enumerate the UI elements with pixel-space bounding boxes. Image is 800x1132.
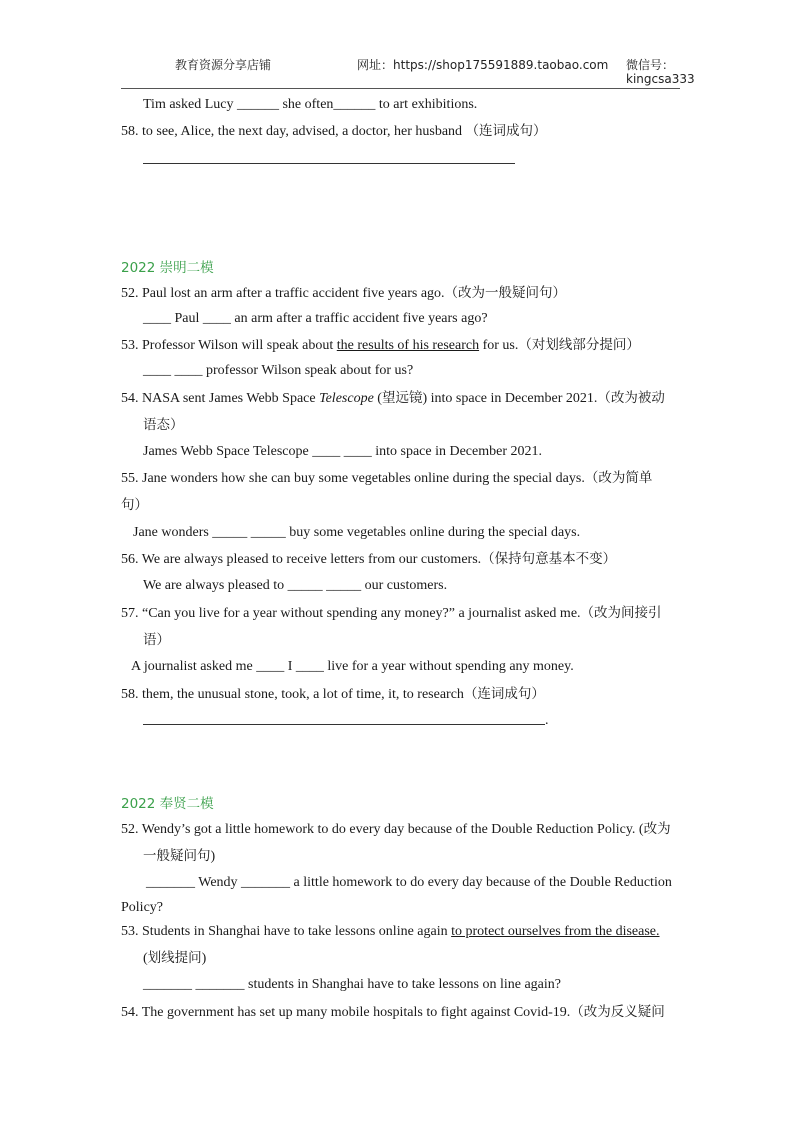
question-text: 54. NASA sent James Webb Space <box>121 391 320 406</box>
question-55 <box>121 468 652 489</box>
question-53 <box>121 922 660 942</box>
question-text: 52. Wendy’s got a little homework to do every day because of the Double Reduction Policy. ( <box>121 822 644 837</box>
question-57 <box>121 603 662 624</box>
instruction: （连词成句） <box>463 686 545 702</box>
question-text: for us. <box>479 338 519 353</box>
answer-line: A journalist asked me ____ I ____ live for a year without spending any money. <box>131 659 574 674</box>
gloss: 望远镜 <box>381 390 423 406</box>
answer-line: _______ _______ students in Shanghai have to take lessons on line again? <box>143 977 561 992</box>
question-text: 55. Jane wonders how she can buy some vegetables online during the special days. <box>121 471 585 486</box>
answer-line: _______ Wendy _______ a little homework to do every day because of the Double Reduction <box>146 875 672 890</box>
question-text: 58. to see, Alice, the next day, advised, a doctor, her husband <box>121 124 466 139</box>
instruction-cont <box>143 846 215 867</box>
question-text: 54. The government has set up many mobile hospitals to fight against Covid-19. <box>121 1005 571 1020</box>
question-58 <box>121 121 547 142</box>
instruction: （改为被动 <box>597 390 665 406</box>
answer-line: Policy? <box>121 900 163 915</box>
question-text: 56. We are always pleased to receive letters from our customers. <box>121 552 482 567</box>
answer-line: Jane wonders _____ _____ buy some vegetables online during the special days. <box>133 525 581 540</box>
answer-rule <box>143 163 515 164</box>
wechat-id: kingcsa333 <box>626 72 695 86</box>
question-text: 58. them, the unusual stone, took, a lot of time, it, to research <box>121 687 464 702</box>
section-title: 2022 奉贤二模 <box>121 796 214 812</box>
underlined-phrase: the results of his research <box>336 338 480 353</box>
instruction: （对划线部分提问） <box>518 337 640 353</box>
paren: ) <box>201 951 207 966</box>
question-53 <box>121 335 640 356</box>
paren: ( <box>373 391 382 406</box>
question-52 <box>121 819 671 840</box>
paren: ( <box>143 951 148 966</box>
wechat-label: 微信号： <box>626 58 675 72</box>
instruction: （改为间接引 <box>580 605 662 621</box>
instruction: （改为简单 <box>584 470 653 486</box>
question-text: 53. Students in Shanghai have to take lessons online again <box>121 924 452 939</box>
paren: ) <box>210 849 216 864</box>
answer-line: ____ ____ professor Wilson speak about for us? <box>143 363 414 378</box>
url-value: https://shop175591889.taobao.com <box>393 58 609 72</box>
instruction-cont: 句） <box>121 497 148 513</box>
question-52 <box>121 283 566 304</box>
question-54 <box>121 1002 665 1023</box>
instruction: 一般疑问句 <box>143 848 211 864</box>
shop-url <box>357 56 608 73</box>
question-56 <box>121 549 616 570</box>
answer-line: James Webb Space Telescope ____ ____ into space in December 2021. <box>143 444 542 459</box>
question-text: 52. Paul lost an arm after a traffic accident five years ago. <box>121 286 445 301</box>
instruction-cont: 语） <box>143 632 170 648</box>
instruction-cont: 语态） <box>143 417 184 433</box>
instruction-cont <box>143 948 206 969</box>
header-rule <box>121 88 680 89</box>
url-label: 网址： <box>357 58 394 72</box>
question-text: 57. “Can you live for a year without spending any money?” a journalist asked me. <box>121 606 581 621</box>
section-title: 2022 崇明二模 <box>121 260 214 276</box>
underlined-phrase: to protect ourselves from the disease. <box>451 924 660 939</box>
question-text: 53. Professor Wilson will speak about <box>121 338 337 353</box>
question-text: ) into space in December 2021. <box>422 391 598 406</box>
answer-line: Tim asked Lucy ______ she often______ to art exhibitions. <box>143 97 478 112</box>
instruction: 改为 <box>643 821 671 837</box>
instruction: （连词成句） <box>465 123 547 139</box>
question-58 <box>121 684 545 705</box>
shop-name: 教育资源分享店铺 <box>175 58 272 72</box>
instruction: （保持句意基本不变） <box>481 551 617 567</box>
instruction: （改为一般疑问句） <box>444 285 567 301</box>
instruction: （改为反义疑问 <box>570 1004 665 1020</box>
question-54 <box>121 388 665 409</box>
answer-line: We are always pleased to _____ _____ our customers. <box>143 578 448 593</box>
period: . <box>545 713 549 728</box>
answer-line: ____ Paul ____ an arm after a traffic accident five years ago? <box>143 311 488 326</box>
answer-rule <box>143 724 545 725</box>
instruction: 划线提问 <box>147 950 202 966</box>
italic-word: Telescope <box>319 391 374 406</box>
